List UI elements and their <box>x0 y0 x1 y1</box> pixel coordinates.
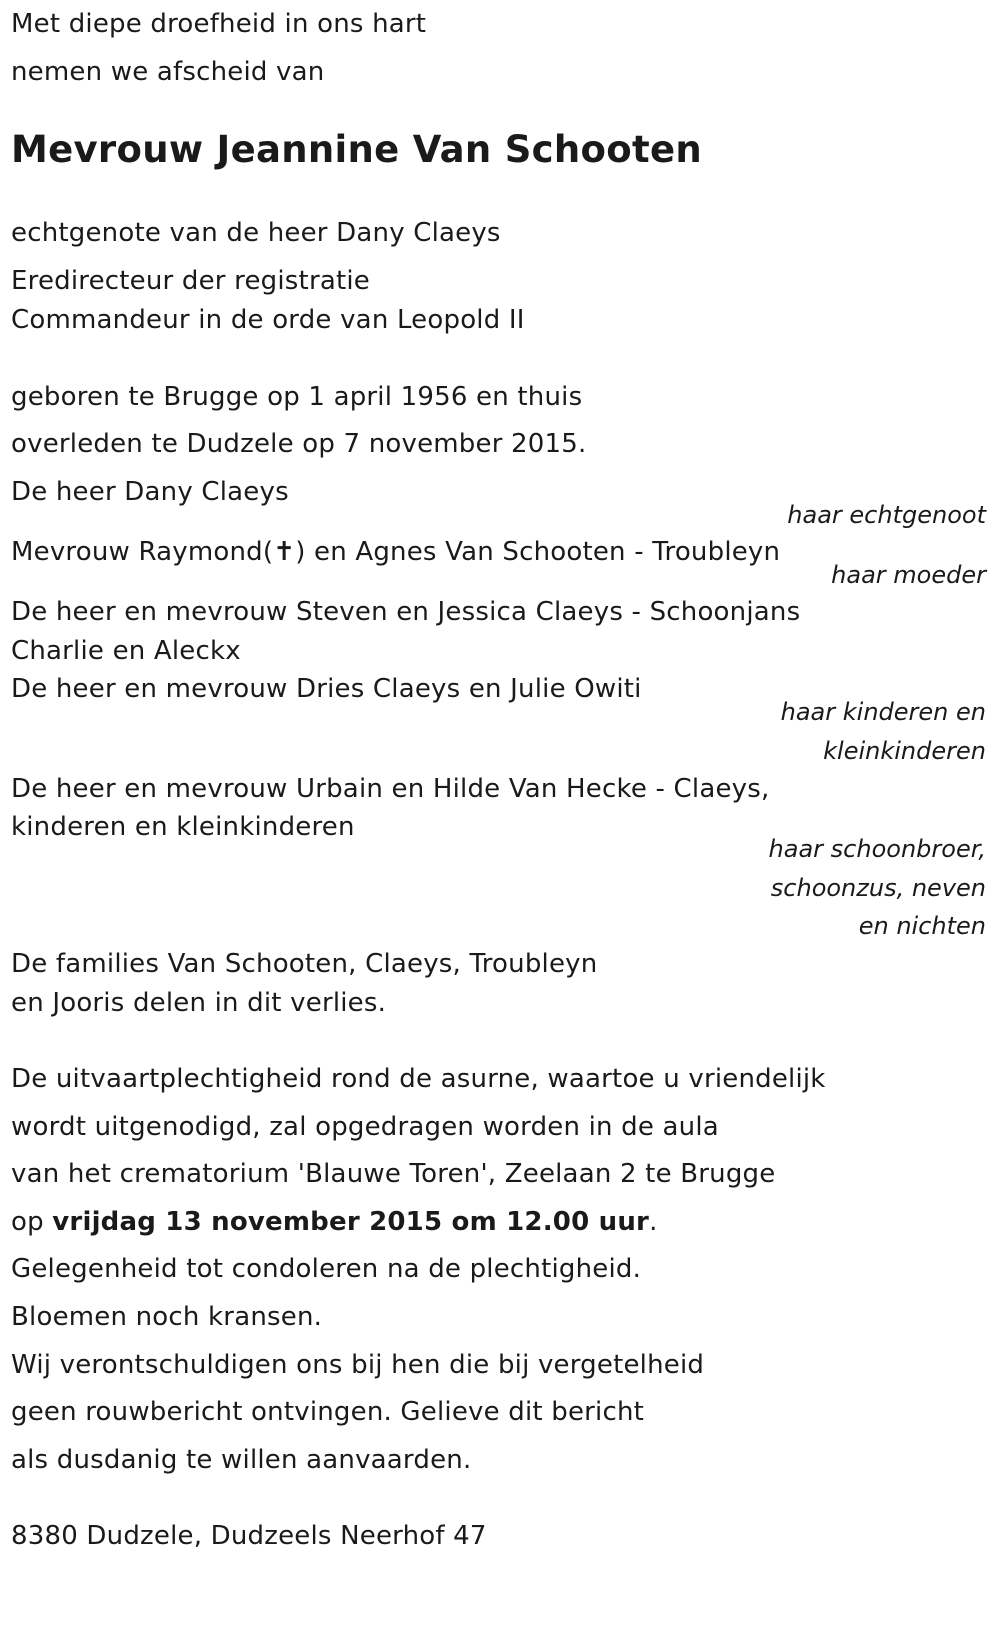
birth-line: geboren te Brugge op 1 april 1956 en thuis <box>11 382 583 412</box>
funeral-date: vrijdag 13 november 2015 om 12.00 uur <box>52 1207 650 1237</box>
funeral-date-suffix: . <box>649 1207 658 1237</box>
death-line: overleden te Dudzele op 7 november 2015. <box>11 429 587 459</box>
intro-line-1: Met diepe droefheid in ons hart <box>11 9 427 39</box>
mourner-name: De heer Dany Claeys <box>11 477 289 507</box>
mourner-name: Charlie en Aleckx <box>11 636 241 666</box>
apology-line-2: geen rouwbericht ontvingen. Gelieve dit bericht <box>11 1397 645 1427</box>
spouse-line: echtgenote van de heer Dany Claeys <box>11 218 501 248</box>
deceased-name: Mevrouw Jeannine Van Schooten <box>11 128 702 171</box>
mourner-name: De heer en mevrouw Steven en Jessica Claeys - Schoonjans <box>11 597 801 627</box>
mourner-relation: haar kinderen en <box>780 698 986 726</box>
apology-line-3: als dusdanig te willen aanvaarden. <box>11 1445 472 1475</box>
spouse-title-1: Eredirecteur der registratie <box>11 266 370 296</box>
mourner-relation: kleinkinderen <box>823 737 986 765</box>
mourner-name: De heer en mevrouw Dries Claeys en Julie Owiti <box>11 674 642 704</box>
mourner-relation: schoonzus, neven <box>770 874 986 902</box>
families-line-2: en Jooris delen in dit verlies. <box>11 988 387 1018</box>
spouse-title-2: Commandeur in de orde van Leopold II <box>11 305 525 335</box>
mourner-relation: haar moeder <box>831 561 986 589</box>
funeral-line-3: van het crematorium 'Blauwe Toren', Zeelaan 2 te Brugge <box>11 1159 776 1189</box>
condolence-line: Gelegenheid tot condoleren na de plechtigheid. <box>11 1254 642 1284</box>
families-line-1: De families Van Schooten, Claeys, Troubleyn <box>11 949 598 979</box>
funeral-date-prefix: op <box>11 1207 53 1237</box>
address: 8380 Dudzele, Dudzeels Neerhof 47 <box>11 1521 487 1551</box>
funeral-line-2: wordt uitgenodigd, zal opgedragen worden in de aula <box>11 1112 719 1142</box>
mourner-name: De heer en mevrouw Urbain en Hilde Van Hecke - Claeys, <box>11 774 770 804</box>
funeral-date-line <box>11 1207 658 1237</box>
flowers-line: Bloemen noch kransen. <box>11 1302 323 1332</box>
mourner-relation: haar schoonbroer, <box>768 835 986 863</box>
mourner-relation: en nichten <box>858 912 986 940</box>
apology-line-1: Wij verontschuldigen ons bij hen die bij vergetelheid <box>11 1350 705 1380</box>
mourner-name: kinderen en kleinkinderen <box>11 812 355 842</box>
funeral-line-1: De uitvaartplechtigheid rond de asurne, waartoe u vriendelijk <box>11 1064 826 1094</box>
intro-line-2: nemen we afscheid van <box>11 57 325 87</box>
mourner-name: Mevrouw Raymond(✝) en Agnes Van Schooten - Troubleyn <box>11 537 781 567</box>
mourner-relation: haar echtgenoot <box>787 501 986 529</box>
